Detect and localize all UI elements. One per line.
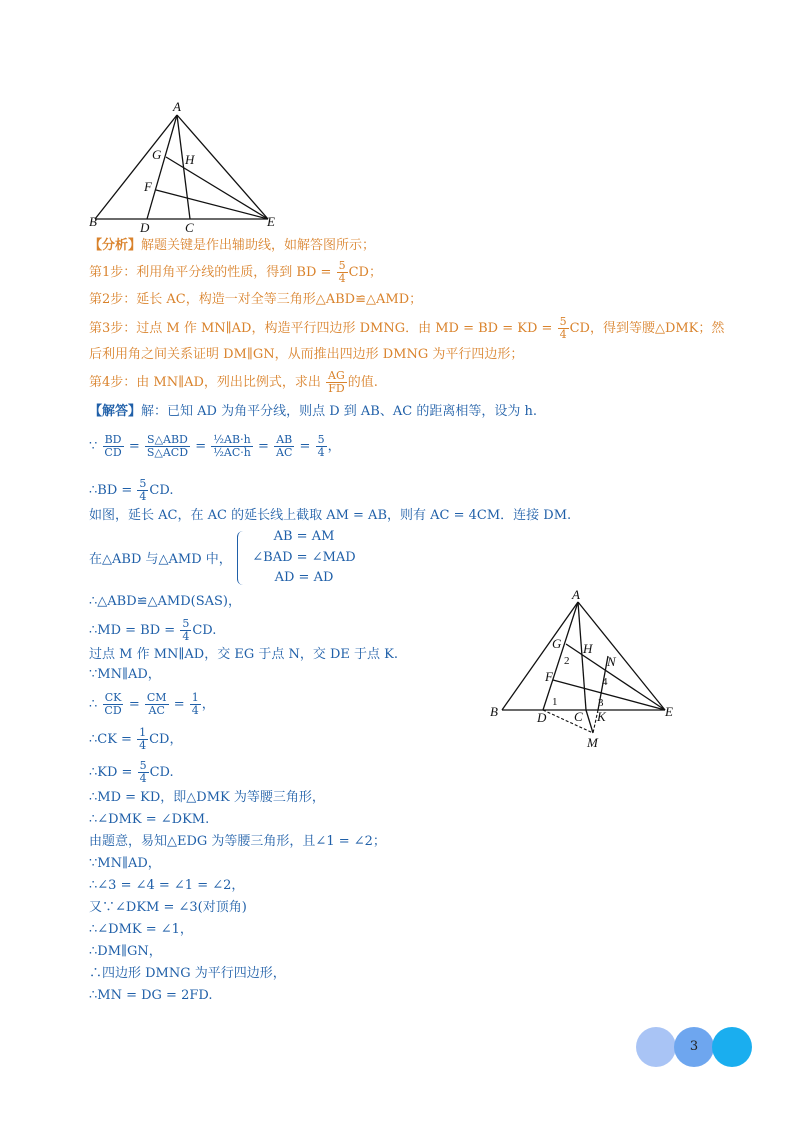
fraction: $\frac{5}{4}$: [182, 617, 190, 643]
fraction: $\frac{CK}{CD}$: [104, 691, 122, 717]
left-brace: [237, 531, 244, 585]
fig2-label-A: A: [572, 587, 580, 602]
fig1-label-C: C: [185, 220, 194, 235]
fig1-label-E: E: [267, 214, 275, 229]
parallelogram-line: ∴四边形 DMNG 为平行四边形，: [89, 966, 286, 981]
fraction: $\frac{5}{4}$: [139, 759, 147, 785]
fig1-label-G: G: [152, 147, 162, 162]
analysis-intro: 【分析】解题关键是作出辅助线，如解答图所示；: [89, 238, 376, 253]
fraction: $\frac{5}{4}$: [317, 433, 325, 459]
analysis-step-4: 第4步：由 MN∥AD，列出比例式，求出 $\frac{AG}{FD}$ 的值.: [89, 369, 378, 395]
fig2-label-E: E: [665, 704, 673, 719]
dmk-angle-line: ∴∠DMK = ∠1，: [89, 922, 193, 937]
angles-equal-line: ∴∠DMK = ∠DKM.: [89, 812, 210, 827]
fig2-label-K: K: [597, 709, 606, 724]
page-number-badge: [636, 1027, 752, 1067]
fig1-label-B: B: [89, 214, 97, 229]
brace-item: AD = AD: [274, 570, 334, 585]
fig2-angle-2: 2: [564, 655, 570, 667]
isosceles-line: ∴MD = KD，即△DMK 为等腰三角形，: [89, 790, 325, 805]
fig1-label-D: D: [140, 220, 150, 235]
fraction: $\frac{1}{4}$: [191, 691, 199, 717]
congruent-line: ∴△ABD≌△AMD(SAS)，: [89, 594, 241, 609]
extend-ac-line: 如图，延长 AC，在 AC 的延长线上截取 AM = AB，则有 AC = 4CM．连接 DM.: [89, 508, 572, 523]
brace-item: AB = AM: [273, 529, 335, 544]
fig2-angle-3: 3: [598, 697, 604, 709]
ratio-equation: ∵ $\frac{BD}{CD}$ = $\frac{\text{S△ABD}}{\text{S△ACD}}$ = $\frac{\text{½AB·h}}{\text{½AC·h}}$ = $\frac{AB}{AC}$ = $\frac{5}{4}$ ，: [89, 433, 341, 459]
fraction: $\frac{\text{S△ABD}}{\text{S△ACD}}$: [146, 433, 189, 459]
ck-ratio: ∴ $\frac{CK}{CD}$ = $\frac{CM}{AC}$ = $\frac{1}{4}$ ，: [89, 691, 215, 717]
edg-line: 由题意，易知△EDG 为等腰三角形，且∠1 = ∠2；: [89, 834, 386, 849]
vertical-angle-line: 又∵∠DKM = ∠3(对顶角): [89, 900, 247, 915]
solution-intro: 【解答】解：已知 AD 为角平分线，则点 D 到 AB、AC 的距离相等，设为 h.: [89, 404, 537, 419]
kd-result: ∴KD = $\frac{5}{4}$ CD.: [89, 759, 174, 785]
fig1-label-A: A: [173, 99, 181, 114]
fraction: $\frac{5}{4}$: [559, 315, 567, 341]
analysis-step-3-continued: 后利用角之间关系证明 DM∥GN，从而推出四边形 DMNG 为平行四边形；: [89, 347, 524, 362]
analysis-step-3: 第3步：过点 M 作 MN∥AD，构造平行四边形 DMNG．由 MD = BD = KD = $\frac{5}{4}$ CD，得到等腰△DMK；然: [89, 315, 725, 341]
figure-1-triangle-diagram: [80, 95, 295, 235]
fraction: $\frac{1}{4}$: [139, 726, 147, 752]
brace-items: [249, 527, 359, 589]
figure-2-construction-diagram: [485, 585, 685, 755]
md-result: ∴MD = BD = $\frac{5}{4}$ CD.: [89, 617, 217, 643]
fig2-label-M: M: [587, 735, 598, 750]
ck-result: ∴CK = $\frac{1}{4}$ CD，: [89, 726, 183, 752]
conclusion-line: ∴MN = DG = 2FD.: [89, 988, 213, 1003]
through-m-line: 过点 M 作 MN∥AD，交 EG 于点 N，交 DE 于点 K.: [89, 647, 399, 662]
page-number: 3: [689, 1039, 699, 1054]
bd-result: ∴BD = $\frac{5}{4}$ CD.: [89, 477, 174, 503]
fig2-label-D: D: [537, 710, 547, 725]
analysis-tag: 【分析】: [89, 238, 142, 253]
fig2-label-N: N: [607, 654, 616, 669]
decor-circle: [636, 1027, 676, 1067]
angle-chain-line: ∴∠3 = ∠4 = ∠1 = ∠2，: [89, 878, 245, 893]
fraction: $\frac{5}{4}$: [338, 259, 346, 285]
fraction: $\frac{\text{½AB·h}}{\text{½AC·h}}$: [213, 433, 251, 459]
fig2-angle-4: 4: [602, 676, 608, 688]
fig2-angle-1: 1: [552, 696, 558, 708]
fig2-label-C: C: [574, 709, 583, 724]
fraction: $\frac{BD}{CD}$: [104, 433, 122, 459]
fig2-label-F: F: [545, 669, 553, 684]
brace-item: ∠BAD = ∠MAD: [252, 549, 356, 565]
fig2-label-H: H: [583, 641, 593, 656]
fraction: $\frac{AG}{FD}$: [328, 369, 345, 395]
fig2-label-G: G: [552, 636, 562, 651]
dm-gn-line: ∴DM∥GN，: [89, 944, 162, 959]
parallel-line-2: ∵MN∥AD，: [89, 856, 161, 871]
fig2-label-B: B: [490, 704, 498, 719]
fig1-label-F: F: [144, 179, 152, 194]
fraction: $\frac{AB}{AC}$: [276, 433, 293, 459]
parallel-line-1: ∵MN∥AD，: [89, 667, 161, 682]
analysis-step-2: 第2步：延长 AC，构造一对全等三角形△ABD≌△AMD；: [89, 292, 423, 307]
analysis-step-1: 第1步：利用角平分线的性质，得到 BD = $\frac{5}{4}$ CD；: [89, 259, 382, 285]
solution-tag: 【解答】: [89, 404, 142, 419]
fraction: $\frac{CM}{AC}$: [146, 691, 167, 717]
fig1-label-H: H: [185, 152, 195, 167]
fraction: $\frac{5}{4}$: [139, 477, 147, 503]
brace-label: 在△ABD 与△AMD 中，: [89, 552, 232, 567]
decor-circle: [712, 1027, 752, 1067]
